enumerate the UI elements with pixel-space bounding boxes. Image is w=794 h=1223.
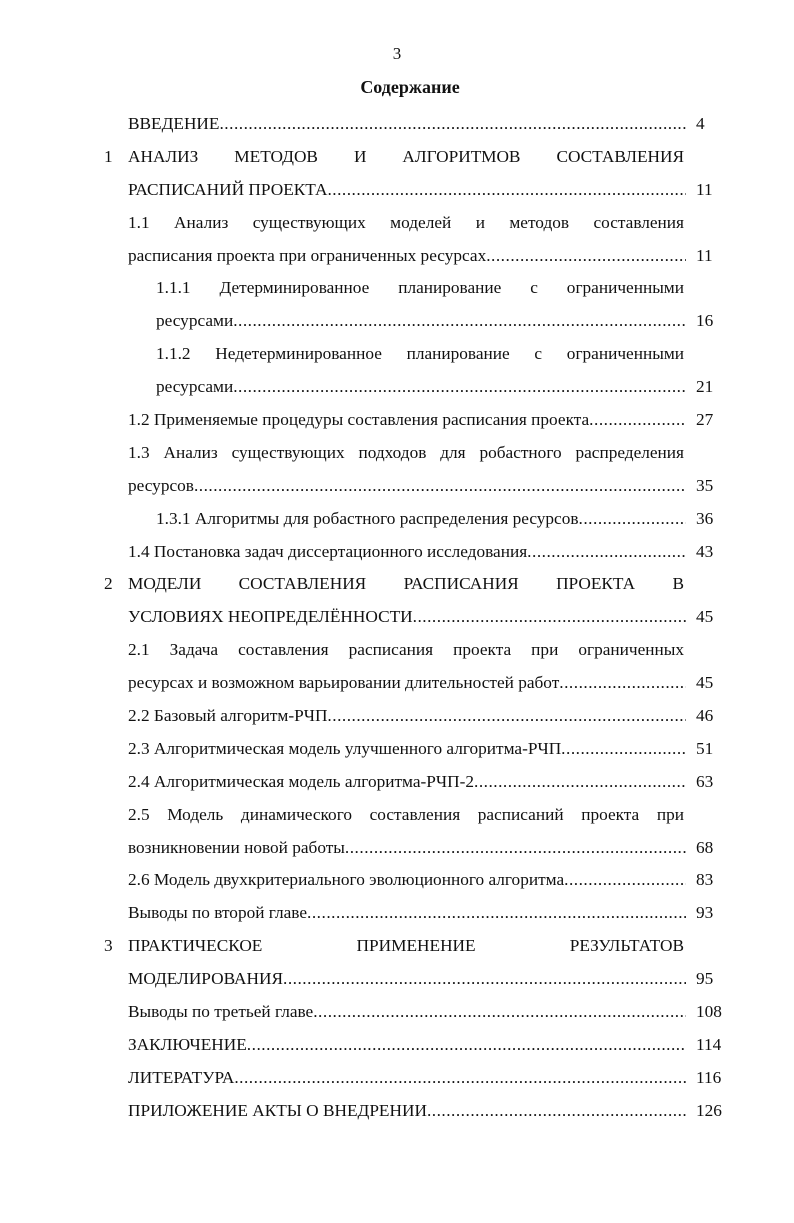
toc-chapter-number: 2 (104, 574, 113, 594)
toc-entry-title: ресурсами (156, 311, 234, 331)
toc-entry-line (0, 930, 794, 963)
toc-page-number: 21 (696, 377, 714, 397)
toc-entry-text: 1.3 Анализ существующих подходов для робастного распределения (128, 442, 684, 462)
toc-entry-title: 2.2 Базовый алгоритм-РЧП (128, 706, 328, 726)
toc-chapter-number: 3 (104, 936, 113, 956)
toc-entry-leader (128, 536, 686, 569)
toc-entry-line (0, 207, 794, 240)
toc-entry-title: ПРИЛОЖЕНИЕ АКТЫ О ВНЕДРЕНИИ (128, 1100, 427, 1120)
toc-page-number: 83 (696, 870, 714, 890)
toc-page-number: 116 (696, 1067, 722, 1087)
toc-entry-title: Выводы по третьей главе (128, 1002, 314, 1022)
toc-page-number: 43 (696, 541, 714, 561)
toc-entry[interactable] (0, 733, 794, 766)
toc-page-number: 68 (696, 837, 714, 857)
dot-leader (327, 700, 686, 733)
toc-entry-title: РАСПИСАНИЙ ПРОЕКТА (128, 179, 328, 199)
toc-page-number: 95 (696, 969, 714, 989)
toc-entry-leader (128, 733, 686, 766)
toc-title: Содержание (360, 77, 460, 97)
dot-leader (527, 536, 686, 569)
toc-entry[interactable] (0, 305, 794, 338)
toc-entry[interactable] (0, 536, 794, 569)
toc-entry-leader (156, 371, 686, 404)
dot-leader (233, 305, 686, 338)
toc-entry-text: 1.1 Анализ существующих моделей и методов составления (128, 212, 684, 232)
toc-page-number: 108 (696, 1002, 722, 1022)
dot-leader (345, 832, 686, 865)
toc-entry-leader (128, 766, 686, 799)
toc-entry-text: 1.1.1 Детерминированное планирование с ограниченными (156, 278, 684, 298)
toc-page-number: 63 (696, 771, 714, 791)
toc-entry-title: 2.3 Алгоритмическая модель улучшенного алгоритма-РЧП (128, 738, 562, 758)
toc-entry-line (0, 141, 794, 174)
toc-entry-text: АНАЛИЗ МЕТОДОВ И АЛГОРИТМОВ СОСТАВЛЕНИЯ (128, 146, 684, 166)
toc-entry[interactable] (0, 1062, 794, 1095)
toc-entry-line (0, 437, 794, 470)
toc-entry-title: 1.2 Применяемые процедуры составления расписания проекта (128, 410, 590, 430)
dot-leader (589, 404, 686, 437)
dot-leader (559, 667, 686, 700)
toc-entry[interactable] (0, 108, 794, 141)
toc-entry-line (0, 272, 794, 305)
toc-page-number: 27 (696, 410, 714, 430)
toc-entry-line (0, 568, 794, 601)
toc-entry-title: ресурсами (156, 377, 234, 397)
toc-entry-leader (128, 963, 686, 996)
toc-page-number: 16 (696, 311, 714, 331)
dot-leader (283, 963, 686, 996)
dot-leader (313, 996, 686, 1029)
toc-entry-text: МОДЕЛИ СОСТАВЛЕНИЯ РАСПИСАНИЯ ПРОЕКТА В (128, 574, 684, 594)
toc-entry-title: расписания проекта при ограниченных ресурсах (128, 245, 487, 265)
toc-entry[interactable] (0, 963, 794, 996)
toc-entry[interactable] (0, 503, 794, 536)
toc-chapter-number: 1 (104, 146, 113, 166)
toc-entry-title: Выводы по второй главе (128, 903, 308, 923)
table-of-contents (0, 108, 794, 1128)
dot-leader (486, 240, 686, 273)
toc-entry[interactable] (0, 174, 794, 207)
toc-page-number: 126 (696, 1100, 722, 1120)
toc-entry-title: 1.4 Постановка задач диссертационного исследования (128, 541, 528, 561)
dot-leader (561, 733, 686, 766)
toc-entry-leader (128, 832, 686, 865)
toc-entry-title: УСЛОВИЯХ НЕОПРЕДЕЛЁННОСТИ (128, 607, 413, 627)
toc-entry[interactable] (0, 601, 794, 634)
toc-page-number: 11 (696, 179, 713, 199)
toc-page-number: 51 (696, 738, 714, 758)
toc-entry-title: ресурсах и возможном варьировании длительностей работ (128, 673, 560, 693)
toc-entry-title: 2.4 Алгоритмическая модель алгоритма-РЧП-2 (128, 771, 474, 791)
dot-leader (194, 470, 686, 503)
dot-leader (327, 174, 686, 207)
toc-entry-leader (128, 996, 686, 1029)
toc-entry[interactable] (0, 371, 794, 404)
toc-entry-leader (128, 470, 686, 503)
toc-entry[interactable] (0, 832, 794, 865)
toc-page-number: 114 (696, 1034, 722, 1054)
toc-page-number: 45 (696, 607, 714, 627)
toc-entry-leader (128, 240, 686, 273)
toc-entry[interactable] (0, 240, 794, 273)
page-number: 3 (392, 44, 402, 63)
toc-page-number: 36 (696, 508, 714, 528)
dot-leader (564, 864, 686, 897)
dot-leader (234, 1062, 686, 1095)
toc-entry-text: 2.5 Модель динамического составления расписаний проекта при (128, 804, 684, 824)
toc-entry-leader (128, 667, 686, 700)
dot-leader (233, 371, 686, 404)
toc-entry-text: 2.1 Задача составления расписания проекта при ограниченных (128, 640, 684, 660)
toc-entry-title: МОДЕЛИРОВАНИЯ (128, 969, 284, 989)
toc-entry-leader (128, 897, 686, 930)
toc-entry[interactable] (0, 667, 794, 700)
toc-entry-line (0, 634, 794, 667)
toc-entry-leader (156, 305, 686, 338)
dot-leader (413, 601, 686, 634)
toc-entry-leader (128, 1062, 686, 1095)
toc-entry-leader (128, 864, 686, 897)
dot-leader (579, 503, 686, 536)
toc-entry[interactable] (0, 470, 794, 503)
toc-entry[interactable] (0, 897, 794, 930)
toc-page-number: 45 (696, 673, 714, 693)
toc-page-number: 93 (696, 903, 714, 923)
toc-entry[interactable] (0, 1095, 794, 1128)
toc-entry-line (0, 338, 794, 371)
dot-leader (307, 897, 686, 930)
toc-entry-text: ПРАКТИЧЕСКОЕ ПРИМЕНЕНИЕ РЕЗУЛЬТАТОВ (128, 936, 684, 956)
toc-entry[interactable] (0, 996, 794, 1029)
toc-page-number: 35 (696, 475, 714, 495)
dot-leader (474, 766, 686, 799)
dot-leader (219, 108, 686, 141)
toc-entry-leader (156, 503, 686, 536)
toc-entry[interactable] (0, 864, 794, 897)
toc-entry-title: 2.6 Модель двухкритериального эволюционного алгоритма (128, 870, 565, 890)
toc-entry[interactable] (0, 700, 794, 733)
toc-entry-title: ресурсов (128, 475, 194, 495)
toc-entry-line (0, 799, 794, 832)
toc-entry[interactable] (0, 766, 794, 799)
toc-entry[interactable] (0, 404, 794, 437)
toc-page-number: 46 (696, 706, 714, 726)
toc-page-number: 11 (696, 245, 713, 265)
toc-entry-title: возникновении новой работы (128, 837, 345, 857)
toc-entry-leader (128, 601, 686, 634)
toc-entry[interactable] (0, 1029, 794, 1062)
toc-entry-title: 1.3.1 Алгоритмы для робастного распределения ресурсов (156, 508, 579, 528)
dot-leader (427, 1095, 686, 1128)
toc-entry-title: ВВЕДЕНИЕ (128, 114, 220, 133)
toc-entry-leader (128, 1029, 686, 1062)
toc-entry-title: ЗАКЛЮЧЕНИЕ (128, 1034, 247, 1054)
dot-leader (247, 1029, 686, 1062)
toc-entry-leader (128, 174, 686, 207)
toc-entry-leader (128, 404, 686, 437)
toc-entry-leader (128, 1095, 686, 1128)
toc-entry-text: 1.1.2 Недетерминированное планирование с ограниченными (156, 344, 684, 364)
toc-page-number: 4 (696, 114, 705, 133)
toc-entry-leader (128, 700, 686, 733)
toc-entry-leader (128, 108, 686, 141)
toc-entry-title: ЛИТЕРАТУРА (128, 1067, 235, 1087)
